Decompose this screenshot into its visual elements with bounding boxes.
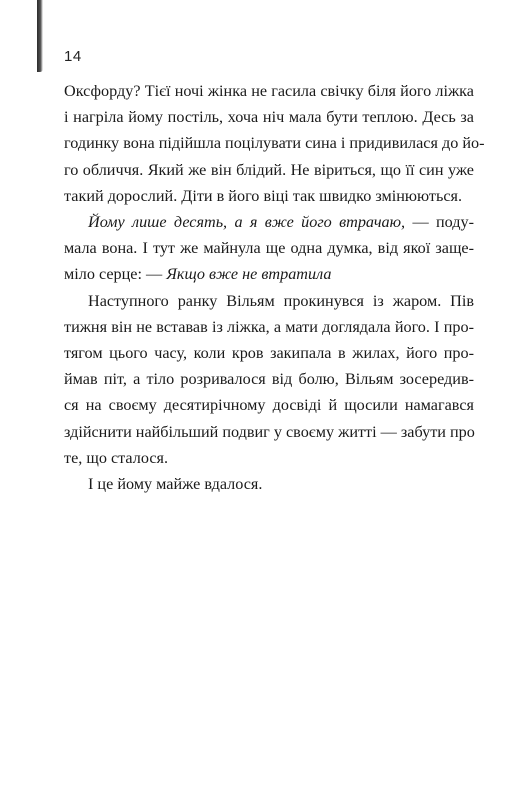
- text-line: тижня він не вставав із ліжка, а мати доглядала його. І про-: [64, 317, 474, 336]
- paragraph-3: [64, 288, 474, 471]
- page-number: 14: [64, 48, 82, 65]
- page-binding-edge: [37, 0, 43, 72]
- paragraph-2: [64, 209, 474, 288]
- text-line: те, що сталося.: [64, 448, 168, 467]
- text-line: годинку вона підійшла поцілувати сина і придивилася до йо-: [64, 134, 485, 153]
- text-fragment: — поду-: [405, 213, 474, 232]
- text-line: ся на своєму десятирічному досвіді й щосили намагався: [64, 396, 474, 415]
- text-line: [64, 288, 474, 314]
- italic-thought: Якщо вже не втратила: [166, 265, 332, 284]
- text-line: ймав піт, а тіло розривалося від болю, Вільям зосередив-: [64, 370, 474, 389]
- text-line: го обличчя. Який же він блідий. Не віриться, що її син уже: [64, 160, 474, 179]
- body-text: [64, 78, 485, 497]
- text-fragment: Наступного ранку Вільям прокинувся із жаром. Пів: [88, 291, 474, 310]
- text-line: [64, 471, 474, 497]
- paragraph-1: [64, 78, 485, 209]
- text-line: [64, 261, 474, 287]
- text-fragment: І це йому майже вдалося.: [88, 475, 263, 494]
- paragraph-4: [64, 471, 474, 497]
- text-line: такий дорослий. Діти в його віці так швидко змінюються.: [64, 186, 463, 205]
- italic-thought: Йому лише десять, а я вже його втрачаю,: [88, 213, 406, 232]
- text-line: і нагріла йому постіль, хоча ніч мала бути теплою. Десь за: [64, 108, 474, 127]
- text-line: мала вона. І тут же майнула ще одна думка, від якої заще-: [64, 239, 474, 258]
- text-line: тягом цього часу, коли кров закипала в жилах, його про-: [64, 344, 474, 363]
- text-line: [64, 209, 474, 235]
- text-line: здійснити найбільший подвиг у своєму житті — забути про: [64, 422, 475, 441]
- text-line: Оксфорду? Тієї ночі жінка не гасила свічку біля його ліжка: [64, 82, 474, 100]
- text-fragment: міло серце: —: [64, 265, 167, 284]
